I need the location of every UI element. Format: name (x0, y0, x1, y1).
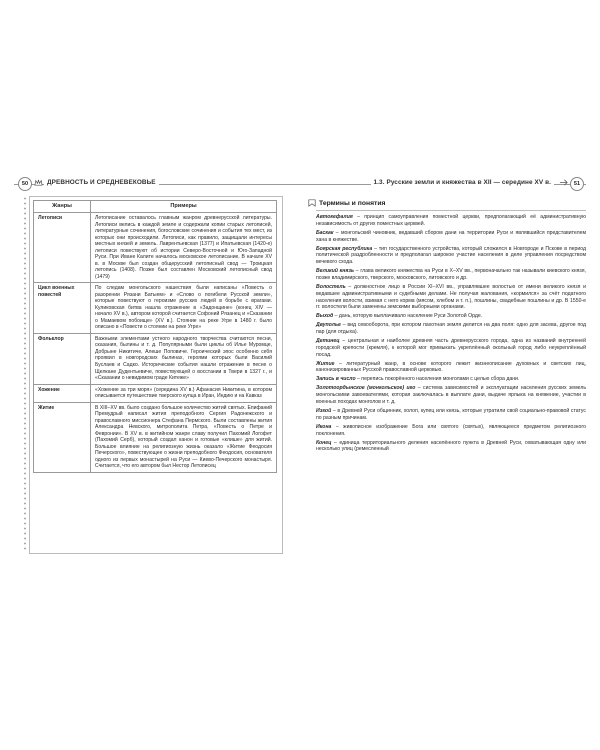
term-definition: – единица территориального деления населённого пункта в Древней Руси, охватывающая одну или несколько улиц (ремесленный (316, 439, 586, 453)
term-entry (316, 284, 586, 311)
term: Великий князь (316, 268, 355, 275)
term-definition: – дань, которую выплачивало население Руси Золотой Орде. (333, 313, 483, 320)
term-definition: – глава великого княжества на Руси в X–XV вв., первоначально так называли киевского князя, позже владимирского, тверского, московского, литовского и др. (316, 268, 586, 281)
arrows-icon (559, 178, 568, 187)
terms-rule (316, 210, 586, 211)
term-definition: – принцип самоуправления поместной церкви, предполагающий её административную независимость от других поместных церквей. (316, 214, 586, 227)
examples-cell: Летописание оставалось главным жанром древнерусской литературы. Летописи велись в каждой земле и содержали копии старых летописей, литературные сочинения, богословские сочинения и события тех мест, из которых они происходили. Летописи, как правило, защищали интересы местных князей и земель. Лаврентьевская (1377) и Ипатьевская (1420-е) летописи повествуют об истории Северо-Восточной и Юго-Западной Руси. При Иване Калите началось московское летописание. В начале XV в. в Москве был создан общерусский летописный свод — Троицкая летопись (1408). Позже был составлен Московский летописный свод (1479) (91, 213, 277, 283)
term-definition: – монгольский чиновник, ведавший сбором дани на территории Руси и являвшийся представителем хана в княжестве. (316, 229, 586, 243)
examples-cell: По следам монгольского нашествия были написаны «Повесть о разорении Рязани Батыем» и «Слово о погибели Русской земли», которые повествуют о героизме русских людей в борьбе с врагами. Куликовская битва нашла отражение в «Задонщине» (конец XIV — начало XV в.), автором которой считается Софоний Рязанец и «Сказании о Мамаевом побоище» (XV в.). Стояние на реке Угре в 1480 г. было описано в «Повести о стоянии на реке Угре» (91, 283, 277, 334)
term-definition: – система зависимостей и эксплуатации населения русских земель монгольскими завоевателями, которая заключалась в выплате дани, выдаче ярлыка на княжение, участии в военных походах монголов и т. д. (316, 385, 586, 405)
term-entry (316, 440, 586, 454)
term-definition: – литературный жанр, в основе которого лежит жизнеописание духовных и светских лиц, канонизированных Русской православной церковью. (316, 360, 586, 374)
term: Автокефалия (316, 214, 353, 220)
column-header-genres: Жанры (34, 201, 91, 213)
term-entry (316, 313, 586, 320)
term-entry (316, 361, 586, 375)
term-definition: – перепись покорённого населения монголами с целью сбора дани. (355, 376, 520, 383)
section-title-left: ДРЕВНОСТЬ И СРЕДНЕВЕКОВЬЕ (44, 179, 159, 186)
term-entry (316, 230, 586, 244)
column-header-examples: Примеры (91, 201, 277, 213)
genre-cell: Житие (34, 402, 91, 472)
term: Золотоордынское (монгольское) иго (316, 385, 416, 392)
terms-title: Термины и понятия (319, 200, 386, 207)
term-definition: – в Древней Руси общинник, холоп, купец или князь, которые утратили свой социально-правовой статус по разным причинам. (316, 407, 586, 421)
term-entry (316, 338, 586, 358)
examples-cell: «Хожение за три моря» (середина XV в.) Афанасия Никитина, в котором описывается путешествие тверского купца в Иран, Индию и на Кавказ (91, 384, 277, 402)
term: Двуполье (316, 322, 341, 329)
term: Волостель (316, 283, 346, 290)
examples-cell: Важными элементами устного народного творчества считаются песни, сказания, былины и т. д. Популярными были циклы об Илье Муромце, Добрыне Никитиче, Алеше Поповиче. Героический эпос особенно себя проявил в новгородских былинах, героями которых были Василий Буслаев и Садко. Исторические события нашли отражение в песне о Щелкане Дудентьевиче, повествующей о восстании в Твери в 1327 г., и «Сказании о невидимом граде Китеже» (91, 333, 277, 384)
term-definition: – центральная и наиболее древняя часть древнерусского города, одна из названий внутренней городской крепости (кремля), к которой мог примыкать укреплённый окольный город либо неукреплённый посад. (316, 338, 586, 358)
genre-cell: Фольклор (34, 333, 91, 384)
table-row (34, 402, 277, 472)
term-entry (316, 385, 586, 405)
section-title-right: 1.3. Русские земли и княжества в XII — середине XV в. (371, 179, 554, 186)
term-entry (316, 268, 586, 282)
term-definition: – живописное изображение Бога или святого (святых), являющееся предметом религиозного поклонения. (316, 423, 586, 437)
table-row (34, 213, 277, 283)
examples-cell: В XIII–XV вв. было создано большое количество житий святых. Епифаний Премудрый написал жития преподобного Сергия Радонежского и православного миссионера Стефана Пермского. Были составлены жития Александра Невского, митрополита Петра, «Повесть о Петре и Февронии». В XV в. в житийном жанре славу получил Пахомий Логофет (Пахомий Серб), который создал канон и готовые «клише» для житий. Большое влияние на религиозную жизнь оказало «Житие Феодосия Печерского», повествующее о жизни преподобного Феодосия, основателя одного из первых монастырей на Руси — Киево-Печерского монастыря. Считается, что его автором был Нестор Летописец (91, 402, 277, 472)
bookmark-icon (308, 199, 316, 207)
table-row (34, 333, 277, 384)
term-entry (316, 246, 586, 266)
term: Запись в число (316, 376, 356, 383)
left-page-header (14, 176, 300, 192)
term: Детинец (316, 338, 340, 345)
term-entry (316, 376, 586, 383)
term-entry (316, 322, 586, 336)
terms-list (316, 214, 586, 455)
genre-cell: Летописи (34, 213, 91, 283)
term-entry (316, 214, 586, 228)
term-definition: – должностное лицо в России XI–XVI вв., управлявшее волостью от имени великого князя и ведавшее административными и судебными делами. Не получая жалования, «кормился» за счёт податного населения волости, взимая с него корма (мясом, хлебом и т. п.), пошлины, свадебные пошлины и др. В 1550-е гг. волостели были заменены земскими выборными органами. (316, 283, 586, 311)
term: Боярская республика (316, 245, 373, 252)
term-definition: – тип государственного устройства, который сложился в Новгороде и Пскове в период политической раздробленности и предполагал широкое участие населения в деле управления посредством вечевого схода. (316, 245, 586, 266)
page-number-right: 51 (570, 177, 584, 191)
term: Баскак (316, 229, 334, 236)
term: Конец (316, 439, 332, 446)
genres-table (33, 200, 277, 473)
term: Изгой (316, 407, 332, 414)
term-entry (316, 408, 586, 422)
term: Житие (316, 360, 335, 367)
term: Икона (316, 423, 332, 430)
table-row (34, 283, 277, 334)
term-entry (316, 424, 586, 438)
crown-icon (34, 178, 43, 187)
dotted-margin (23, 196, 27, 552)
page-number-left: 50 (18, 177, 32, 191)
term: Выход (316, 313, 334, 320)
right-page-header (300, 176, 586, 192)
table-row (34, 384, 277, 402)
genre-cell: Цикл военных повестей (34, 283, 91, 334)
term-definition: – вид севооборота, при котором пахотная земля делится на два поля: одно для засева, другое под пар (для отдыха). (316, 322, 586, 336)
genre-cell: Хожение (34, 384, 91, 402)
table-header-row (34, 201, 277, 213)
